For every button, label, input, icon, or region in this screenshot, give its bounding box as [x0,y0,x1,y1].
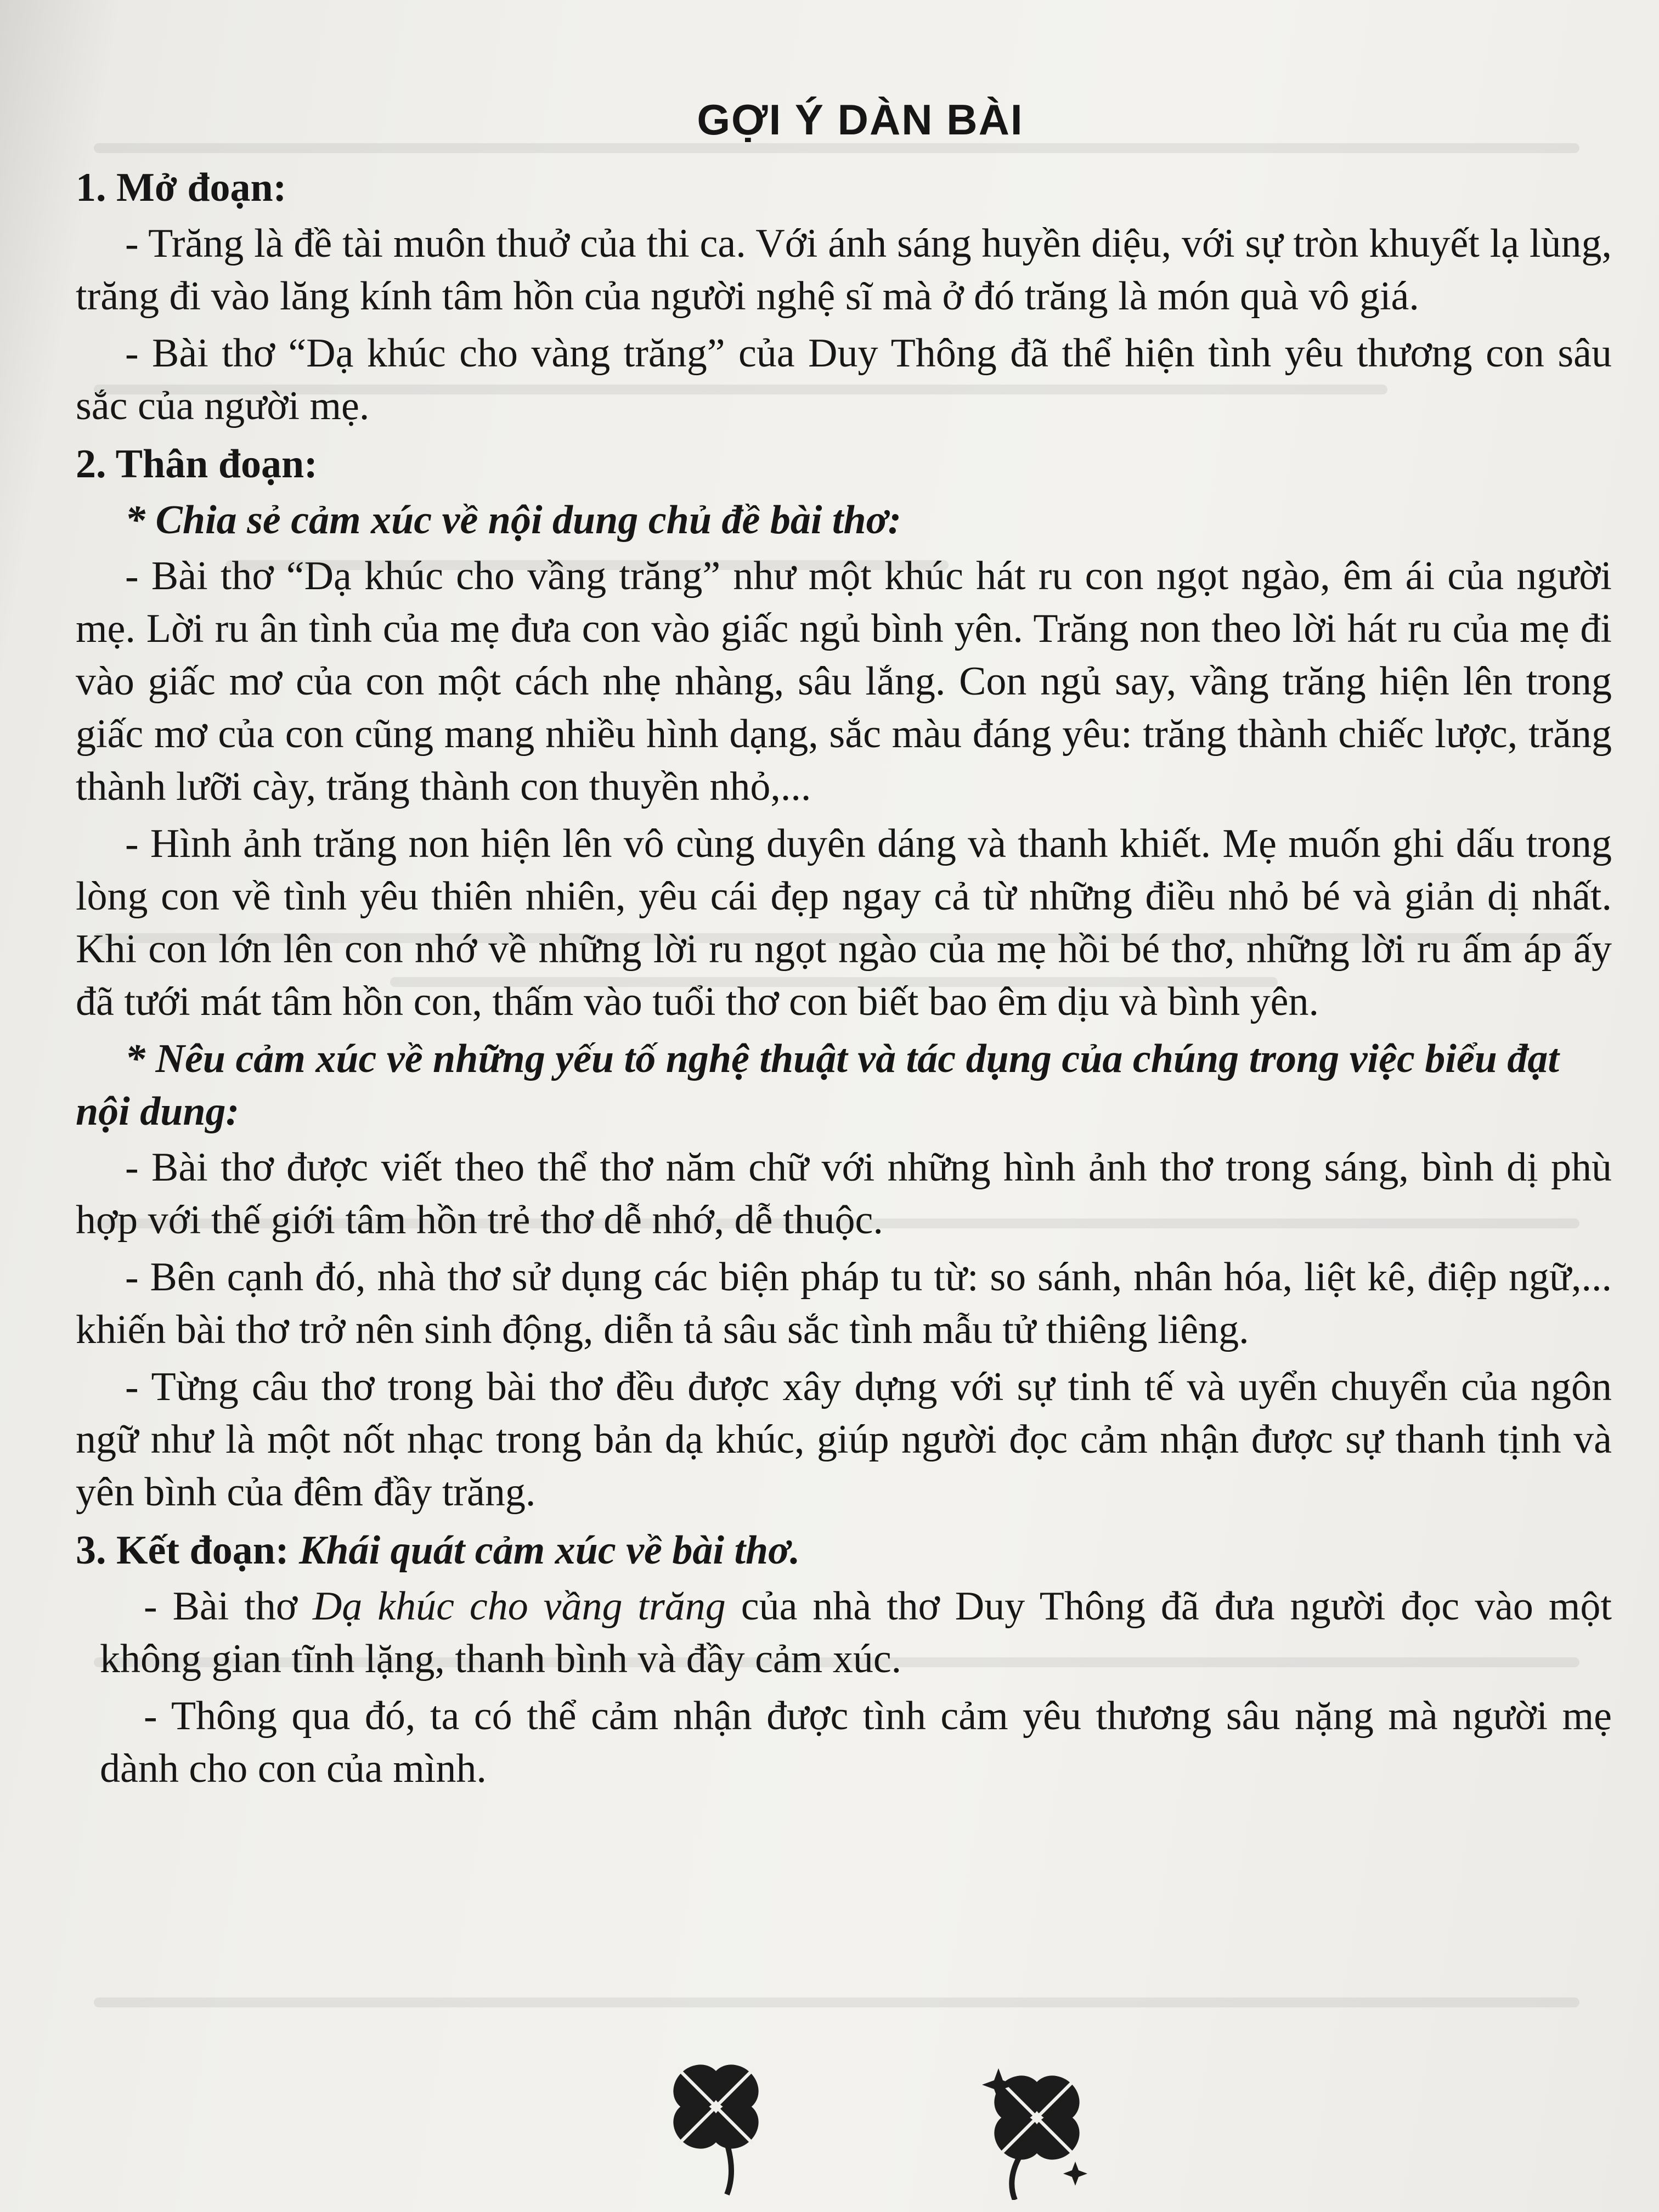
subheading-artistic-elements: * Nêu cảm xúc về những yếu tố nghệ thuật và tác dụng của chúng trong việc biểu đạt nội dung: [76,1036,1559,1134]
poem-title-italic: Dạ khúc cho vầng trăng [312,1584,726,1629]
body-paragraph: - Từng câu thơ trong bài thơ đều được xây dựng với sự tinh tế và uyển chuyển của ngôn ngữ như là một nốt nhạc trong bản dạ khúc, giúp người đọc cảm nhận được sự thanh tịnh và yên bình của đêm đầy trăng. [76,1364,1612,1515]
section-heading-intro: 1. Mở đoạn: [76,165,287,210]
body-paragraph: - Bài thơ “Dạ khúc cho vầng trăng” như một khúc hát ru con ngọt ngào, êm ái của người mẹ. Lời ru ân tình của mẹ đưa con vào giấc ngủ bình yên. Trăng non theo lời hát ru của mẹ đi vào giấc mơ của con một cách nhẹ nhàng, sâu lắng. Con ngủ say, vầng trăng hiện lên trong giấc mơ của con cũng mang nhiều hình dạng, sắc màu đáng yêu: trăng thành chiếc lược, trăng thành lưỡi cày, trăng thành con thuyền nhỏ,... [76,554,1612,809]
conclusion-paragraph: - Thông qua đó, ta có thể cảm nhận được tình cảm yêu thương sâu nặng mà người mẹ dành cho con của mình. [100,1694,1612,1791]
clover-ornaments [0,2035,1659,2200]
body-paragraph: - Hình ảnh trăng non hiện lên vô cùng duyên dáng và thanh khiết. Mẹ muốn ghi dấu trong lòng con về tình yêu thiên nhiên, yêu cái đẹp ngay cả từ những điều nhỏ bé và giản dị nhất. Khi con lớn lên con nhớ về những lời ru ngọt ngào của mẹ hồi bé thơ, những lời ru ấm áp ấy đã tưới mát tâm hồn con, thấm vào tuổi thơ con biết bao êm dịu và bình yên. [76,821,1612,1024]
conclusion-paragraph [100,1580,1612,1685]
page-content [76,82,1612,1799]
section-heading-body: 2. Thân đoạn: [76,442,318,487]
section-heading-conclusion [76,1524,1612,1577]
clover-icon [664,2055,768,2194]
conclusion-p1-prefix: - Bài thơ [144,1584,313,1629]
conclusion-p1-suffix: của nhà thơ Duy Thông đã đưa người đọc vào một không gian tĩnh lặng, thanh bình và đầy cảm xúc. [100,1584,1612,1681]
conclusion-heading-label: 3. Kết đoạn: [76,1528,289,1573]
body-paragraph: - Bên cạnh đó, nhà thơ sử dụng các biện pháp tu từ: so sánh, nhân hóa, liệt kê, điệp ngữ,... khiến bài thơ trở nên sinh động, diễn tả sâu sắc tình mẫu tử thiêng liêng. [76,1255,1612,1352]
body-paragraph: - Bài thơ được viết theo thể thơ năm chữ với những hình ảnh thơ trong sáng, bình dị phù hợp với thế giới tâm hồn trẻ thơ dễ nhớ, dễ thuộc. [76,1145,1612,1243]
page-title: GỢI Ý DÀN BÀI [697,95,1024,144]
intro-paragraph: - Trăng là đề tài muôn thuở của thi ca. Với ánh sáng huyền diệu, với sự tròn khuyết lạ lùng, trăng đi vào lăng kính tâm hồn của người nghệ sĩ mà ở đó trăng là món quà vô giá. [76,221,1612,319]
conclusion-heading-italic: Khái quát cảm xúc về bài thơ. [299,1528,800,1573]
subheading-content-theme: * Chia sẻ cảm xúc về nội dung chủ đề bài thơ: [125,498,901,543]
intro-paragraph: - Bài thơ “Dạ khúc cho vàng trăng” của Duy Thông đã thể hiện tình yêu thương con sâu sắc của người mẹ. [76,331,1612,428]
